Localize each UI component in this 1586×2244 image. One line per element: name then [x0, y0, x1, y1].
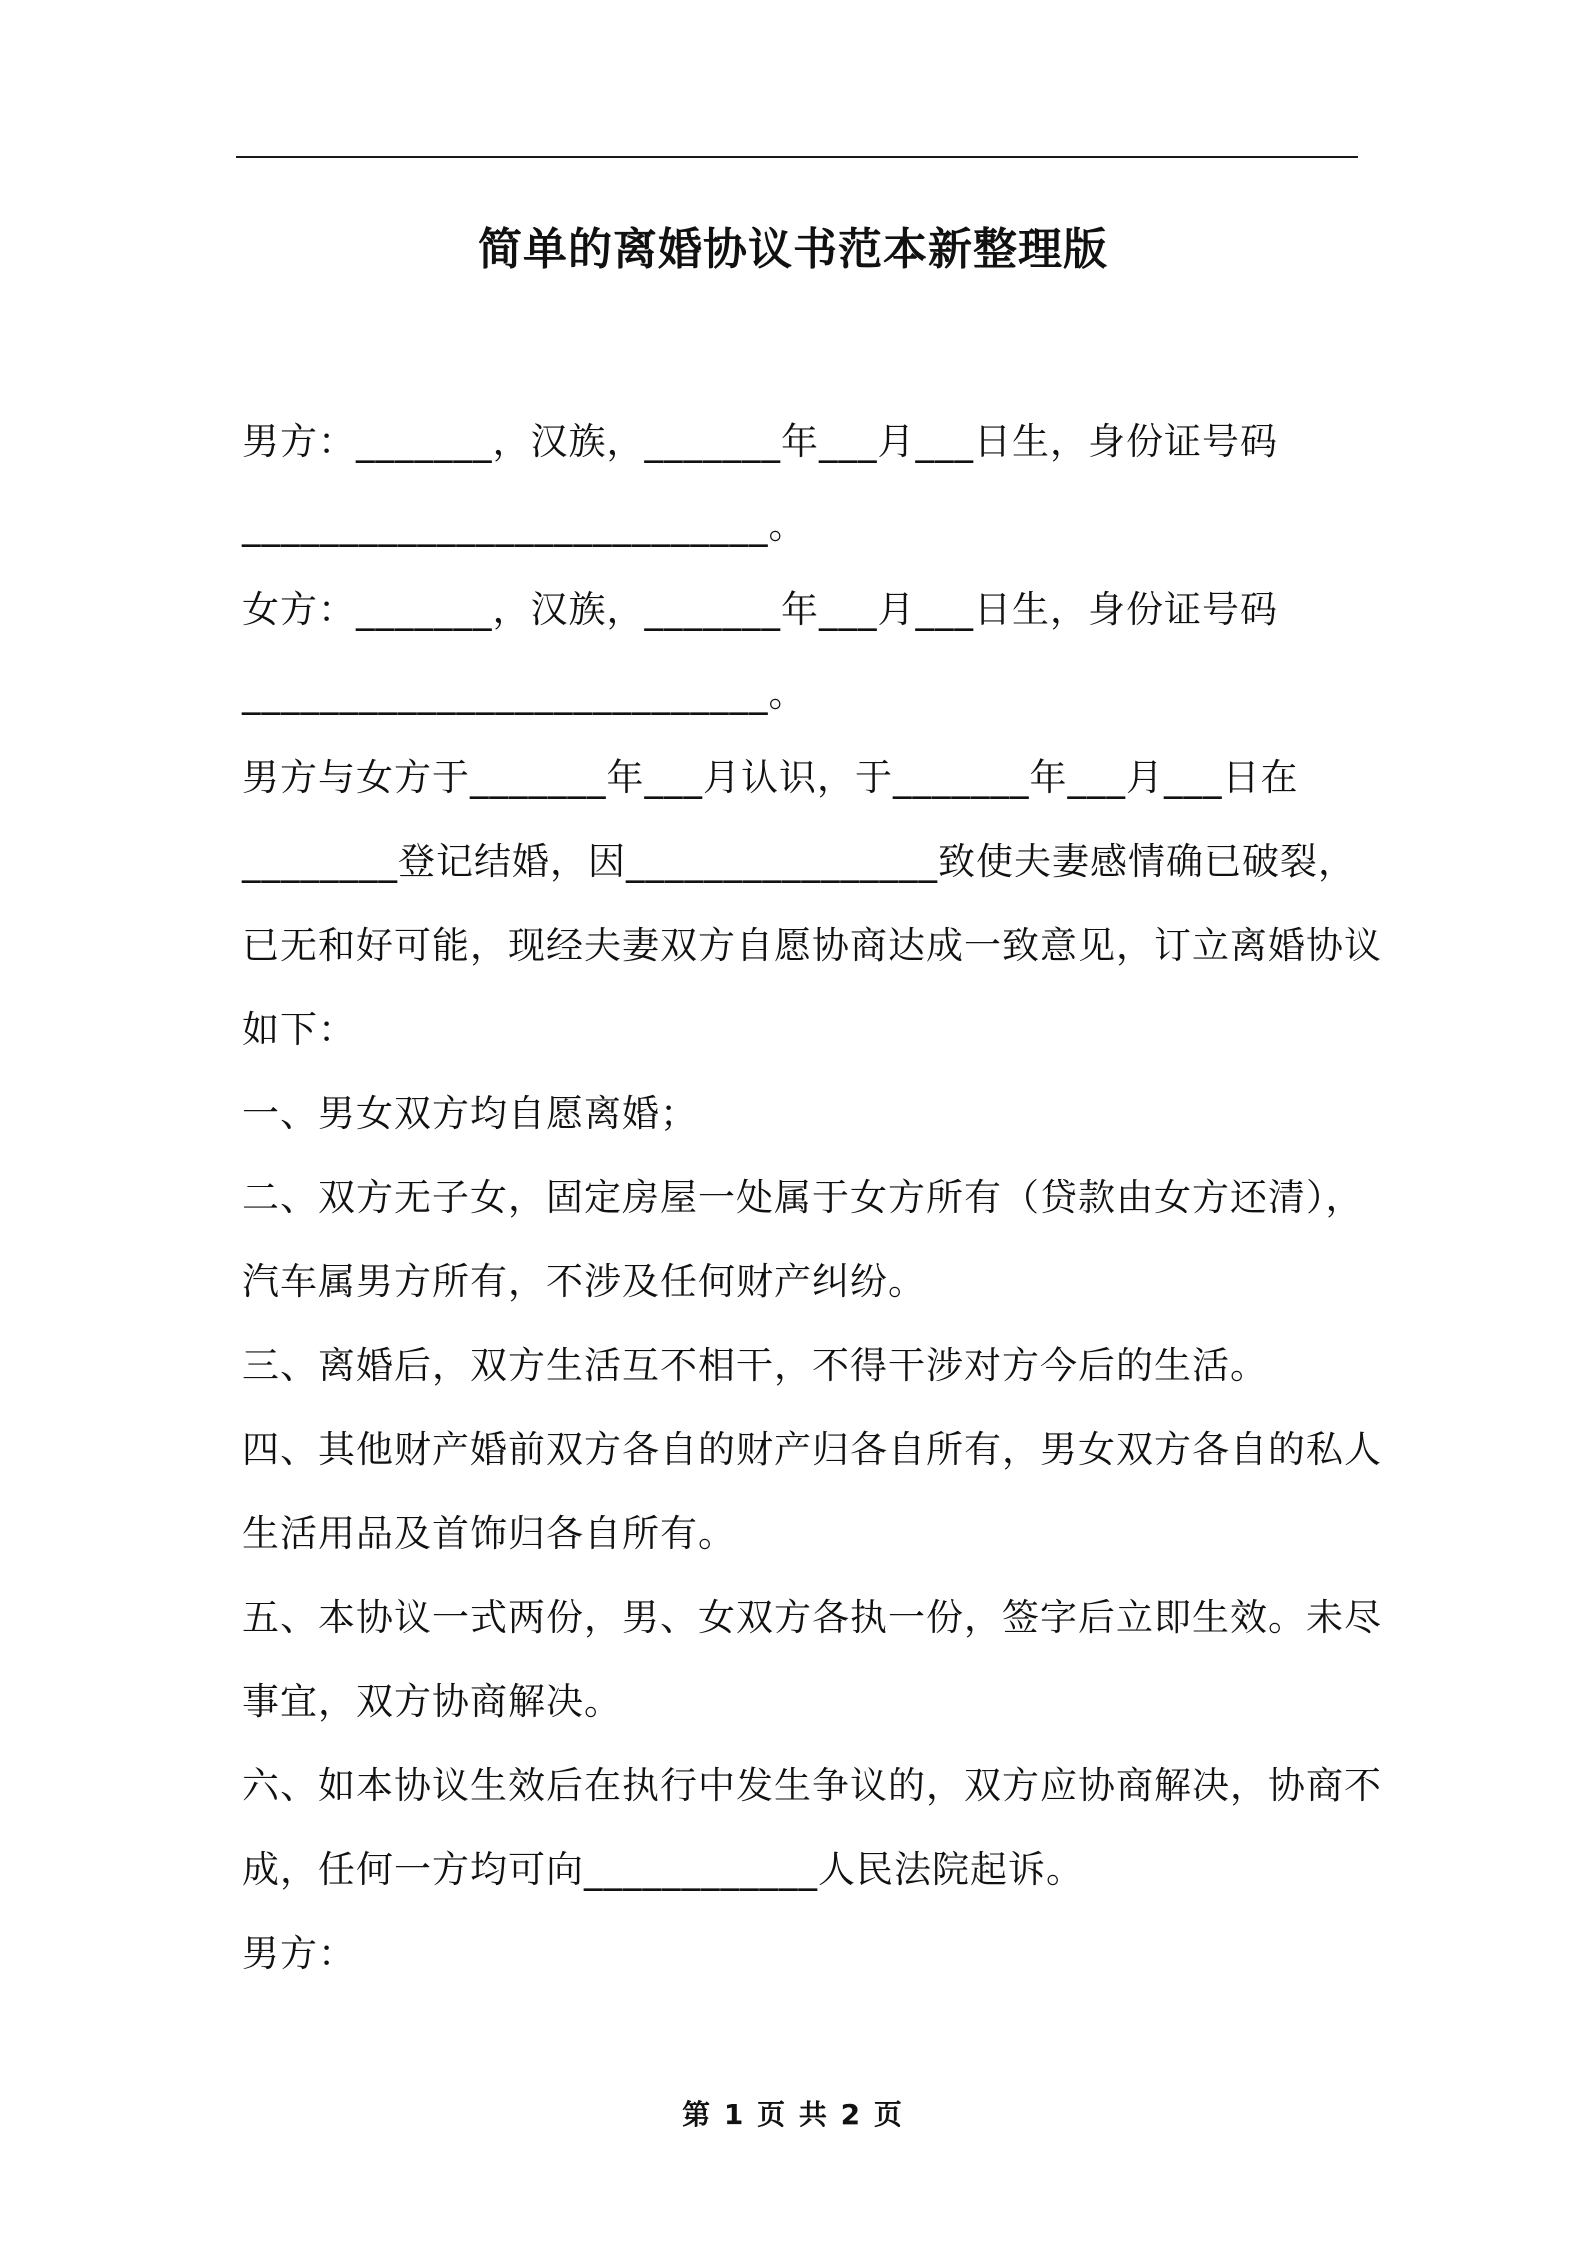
page-number: 第 1 页 共 2 页 — [682, 2098, 904, 2131]
body-line: 女方：_______，汉族，_______年___月___日生，身份证号码 — [242, 588, 1278, 631]
body-line: ___________________________。 — [242, 672, 807, 715]
body-line: 汽车属男方所有，不涉及任何财产纠纷。 — [242, 1260, 926, 1303]
body-line: 如下： — [242, 1008, 356, 1051]
body-line: 男方： — [242, 1932, 356, 1975]
body-line: 四、其他财产婚前双方各自的财产归各自所有，男女双方各自的私人 — [242, 1428, 1382, 1471]
body-line: 二、双方无子女，固定房屋一处属于女方所有（贷款由女方还清）， — [242, 1176, 1364, 1219]
body-line: 六、如本协议生效后在执行中发生争议的，双方应协商解决，协商不 — [242, 1764, 1382, 1807]
body-line: 已无和好可能，现经夫妻双方自愿协商达成一致意见，订立离婚协议 — [242, 924, 1382, 967]
body-line: 事宜，双方协商解决。 — [242, 1680, 622, 1723]
document-body — [242, 400, 1382, 1996]
body-line: 一、男女双方均自愿离婚； — [242, 1092, 698, 1135]
body-line: 男方：_______，汉族，_______年___月___日生，身份证号码 — [242, 420, 1278, 463]
document-title: 简单的离婚协议书范本新整理版 — [478, 224, 1108, 275]
body-line: 三、离婚后，双方生活互不相干，不得干涉对方今后的生活。 — [242, 1344, 1268, 1387]
body-line: 五、本协议一式两份，男、女双方各执一份，签字后立即生效。未尽 — [242, 1596, 1382, 1639]
body-line: 男方与女方于_______年___月认识，于_______年___月___日在 — [242, 756, 1299, 799]
body-line: 成，任何一方均可向____________人民法院起诉。 — [242, 1848, 1084, 1891]
body-line: ___________________________。 — [242, 504, 807, 547]
body-line: 生活用品及首饰归各自所有。 — [242, 1512, 736, 1555]
body-line: ________登记结婚，因________________致使夫妻感情确已破裂， — [242, 840, 1356, 883]
header-rule — [236, 156, 1358, 158]
